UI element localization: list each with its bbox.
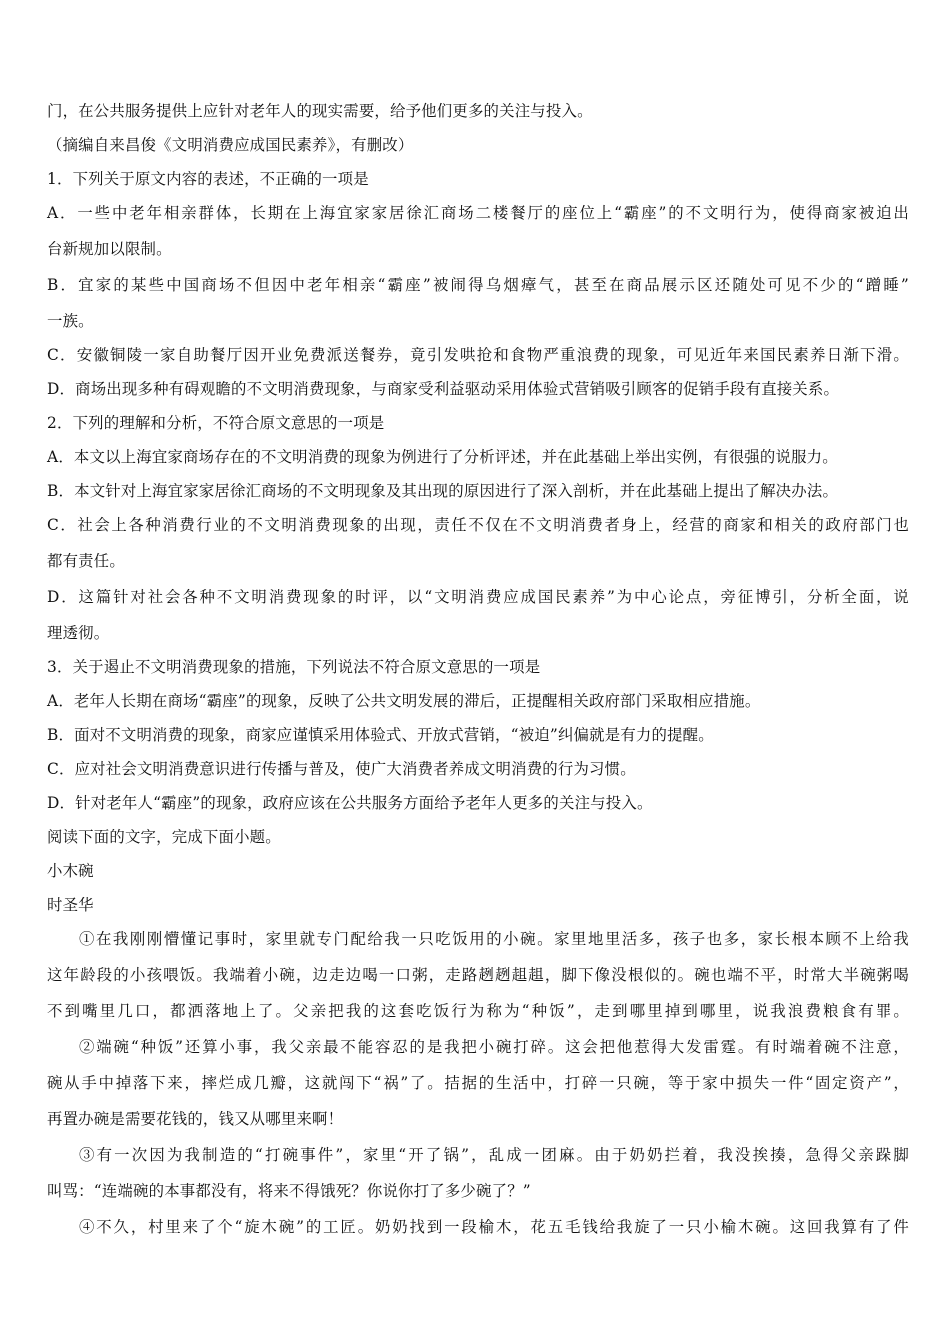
q2-option-d: D．这篇针对社会各种不文明消费现象的时评，以“文明消费应成国民素养”为中心论点，旁征博引，分析全面，说 [47, 588, 909, 606]
question-3: 3．关于遏止不文明消费现象的措施，下列说法不符合原文意思的一项是 [47, 658, 541, 676]
q1-option-b-cont: 一族。 [47, 312, 94, 330]
text-line: 门，在公共服务提供上应针对老年人的现实需要，给予他们更多的关注与投入。 [47, 102, 593, 120]
question-1: 1．下列关于原文内容的表述，不正确的一项是 [47, 170, 369, 188]
q2-option-b: B．本文针对上海宜家家居徐汇商场的不文明现象及其出现的原因进行了深入剖析，并在此基础上提出了解决办法。 [47, 482, 839, 500]
question-2: 2．下列的理解和分析，不符合原文意思的一项是 [47, 414, 385, 432]
q2-option-a: A．本文以上海宜家商场存在的不文明消费的现象为例进行了分析评述，并在此基础上举出实例，有很强的说服力。 [47, 448, 838, 466]
q2-option-c-cont: 都有责任。 [47, 552, 125, 570]
paragraph-3-line: 叫骂：“连端碗的本事都没有，将来不得饿死？你说你打了多少碗了？” [47, 1182, 531, 1200]
paragraph-1-line: ①在我刚刚懵懂记事时，家里就专门配给我一只吃饭用的小碗。家里地里活多，孩子也多，家长根本顾不上给我 [79, 930, 909, 948]
essay-title: 小木碗 [47, 862, 94, 880]
paragraph-4-line: ④不久，村里来了个“旋木碗”的工匠。奶奶找到一段榆木，花五毛钱给我旋了一只小榆木碗。这回我算有了件 [79, 1218, 909, 1236]
q1-option-b: B．宜家的某些中国商场不但因中老年相亲“霸座”被闹得乌烟瘴气，甚至在商品展示区还随处可见不少的“蹭睡” [47, 276, 909, 294]
q1-option-c: C．安徽铜陵一家自助餐厅因开业免费派送餐券，竟引发哄抢和食物严重浪费的现象，可见近年来国民素养日渐下滑。 [47, 346, 909, 364]
q2-option-d-cont: 理透彻。 [47, 624, 110, 642]
paragraph-3-line: ③有一次因为我制造的“打碗事件”，家里“开了锅”，乱成一团麻。由于奶奶拦着，我没挨揍，急得父亲跺脚 [79, 1146, 909, 1164]
q1-option-a-cont: 台新规加以限制。 [47, 240, 172, 258]
paragraph-2-line: 碗从手中掉落下来，摔烂成几瓣，这就闯下“祸”了。拮据的生活中，打碎一只碗，等于家中损失一件“固定资产”， [47, 1074, 909, 1092]
paragraph-2-line: ②端碗“种饭”还算小事，我父亲最不能容忍的是我把小碗打碎。这会把他惹得大发雷霆。有时端着碗不注意， [79, 1038, 909, 1056]
source-citation: （摘编自来昌俊《文明消费应成国民素养》，有删改） [47, 136, 414, 154]
q1-option-a: A．一些中老年相亲群体，长期在上海宜家家居徐汇商场二楼餐厅的座位上“霸座”的不文明行为，使得商家被迫出 [47, 204, 909, 222]
q3-option-b: B．面对不文明消费的现象，商家应谨慎采用体验式、开放式营销，“被迫”纠偏就是有力的提醒。 [47, 726, 714, 744]
q3-option-a: A．老年人长期在商场“霸座”的现象，反映了公共文明发展的滞后，正提醒相关政府部门采取相应措施。 [47, 692, 761, 710]
q1-option-d: D．商场出现多种有碍观瞻的不文明消费现象，与商家受利益驱动采用体验式营销吸引顾客的促销手段有直接关系。 [47, 380, 840, 398]
paragraph-2-line: 再置办碗是需要花钱的，钱又从哪里来啊！ [47, 1110, 344, 1128]
paragraph-1-line: 不到嘴里几口，都洒落地上了。父亲把我的这套吃饭行为称为“种饭”，走到哪里掉到哪里，说我浪费粮食有罪。 [47, 1002, 909, 1020]
paragraph-1-line: 这年龄段的小孩喂饭。我端着小碗，边走边喝一口粥，走路趔趔趄趄，脚下像没根似的。碗也端不平，时常大半碗粥喝 [47, 966, 909, 984]
q2-option-c: C．社会上各种消费行业的不文明消费现象的出现，责任不仅在不文明消费者身上，经营的商家和相关的政府部门也 [47, 516, 909, 534]
q3-option-c: C．应对社会文明消费意识进行传播与普及，使广大消费者养成文明消费的行为习惯。 [47, 760, 636, 778]
essay-author: 时圣华 [47, 896, 94, 914]
reading-instruction: 阅读下面的文字，完成下面小题。 [47, 828, 281, 846]
q3-option-d: D．针对老年人“霸座”的现象，政府应该在公共服务方面给予老年人更多的关注与投入。 [47, 794, 653, 812]
